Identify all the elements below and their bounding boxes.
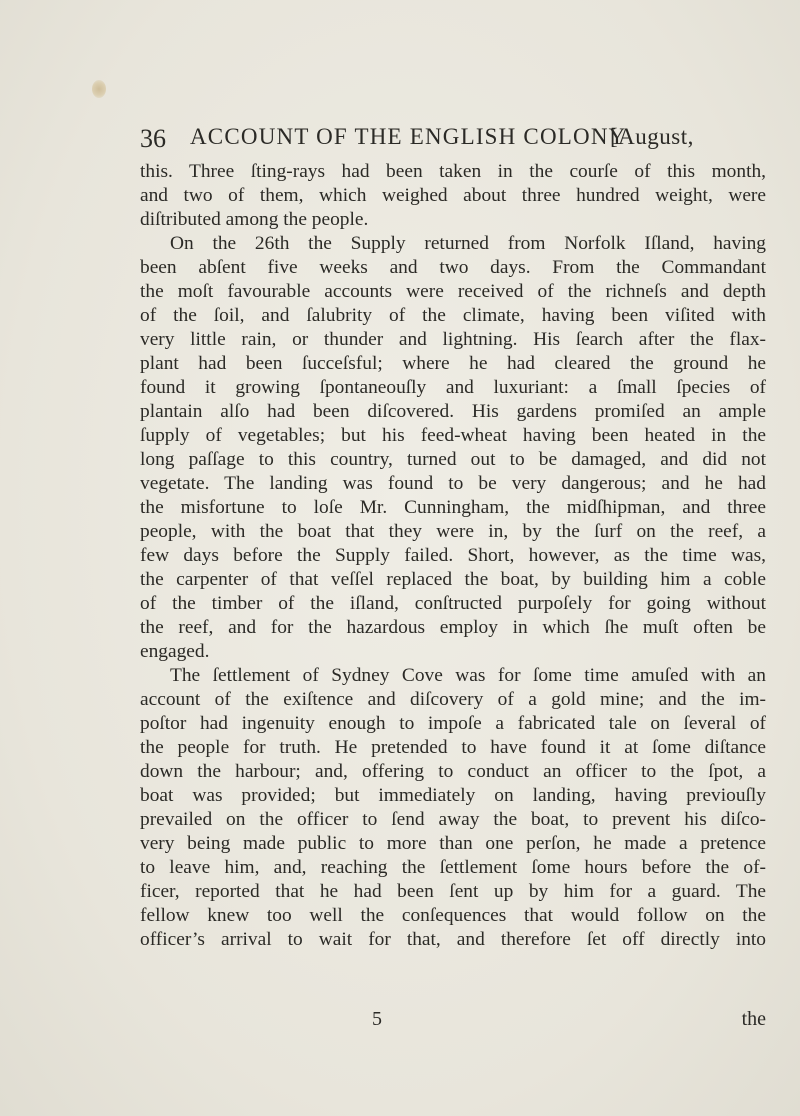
text-line: prevailed on the officer to ſend away the boat, to prevent his diſco- [140, 809, 766, 830]
text-line: plant had been ſucceſsful; where he had cleared the ground he [140, 353, 766, 374]
text-line: down the harbour; and, offering to conduct an officer to the ſpot, a [140, 761, 766, 782]
text-line: very little rain, or thunder and lightning. His ſearch after the flax- [140, 329, 766, 350]
signature-mark: 5 [372, 1008, 382, 1030]
text-line: this. Three ſting-rays had been taken in the courſe of this month, [140, 161, 766, 182]
text-line: few days before the Supply failed. Short, however, as the time was, [140, 545, 766, 566]
text-line: officer’s arrival to wait for that, and therefore ſet off directly into [140, 929, 766, 950]
text-line: vegetate. The landing was found to be very dangerous; and he had [140, 473, 766, 494]
running-header [140, 124, 800, 160]
text-line: people, with the boat that they were in, by the ſurf on the reef, a [140, 521, 766, 542]
text-line: the misfortune to loſe Mr. Cunningham, the midſhipman, and three [140, 497, 766, 518]
text-line: fellow knew too well the conſequences that would follow on the [140, 905, 766, 926]
text-line: long paſſage to this country, turned out to be damaged, and did not [140, 449, 766, 470]
text-line: found it growing ſpontaneouſly and luxuriant: a ſmall ſpecies of [140, 377, 766, 398]
running-title: ACCOUNT OF THE ENGLISH COLONY [190, 124, 627, 149]
text-line: the reef, and for the hazardous employ in which ſhe muſt often be [140, 617, 766, 638]
text-line: engaged. [140, 641, 210, 662]
text-line: and two of them, which weighed about three hundred weight, were [140, 185, 766, 206]
text-line: boat was provided; but immediately on landing, having previouſly [140, 785, 766, 806]
text-line: of the timber of the iſland, conſtructed purpoſely for going without [140, 593, 766, 614]
text-line: the people for truth. He pretended to have found it at ſome diſtance [140, 737, 766, 758]
text-line: the moſt favourable accounts were received of the richneſs and depth [140, 281, 766, 302]
text-line: been abſent five weeks and two days. From the Commandant [140, 257, 766, 278]
page-footer [140, 1008, 766, 1036]
catchword: the [741, 1008, 766, 1030]
text-line: The ſettlement of Sydney Cove was for ſome time amuſed with an [170, 665, 766, 686]
text-line: account of the exiſtence and diſcovery of a gold mine; and the im- [140, 689, 766, 710]
text-line: the carpenter of that veſſel replaced the boat, by building him a coble [140, 569, 766, 590]
text-line: ſupply of vegetables; but his feed-wheat having been heated in the [140, 425, 766, 446]
text-line: of the ſoil, and ſalubrity of the climate, having been viſited with [140, 305, 766, 326]
month-heading: [August, [610, 124, 694, 149]
text-line: On the 26th the Supply returned from Norfolk Iſland, having [170, 233, 766, 254]
foxing-stain [92, 80, 106, 98]
text-line: plantain alſo had been diſcovered. His gardens promiſed an ample [140, 401, 766, 422]
body-text [140, 160, 766, 952]
text-line: to leave him, and, reaching the ſettlement ſome hours before the of- [140, 857, 766, 878]
text-line: poſtor had ingenuity enough to impoſe a fabricated tale on ſeveral of [140, 713, 766, 734]
text-line: ficer, reported that he had been ſent up by him for a guard. The [140, 881, 766, 902]
page-number: 36 [140, 124, 166, 153]
text-line: very being made public to more than one perſon, he made a pretence [140, 833, 766, 854]
text-line: diſtributed among the people. [140, 209, 369, 230]
